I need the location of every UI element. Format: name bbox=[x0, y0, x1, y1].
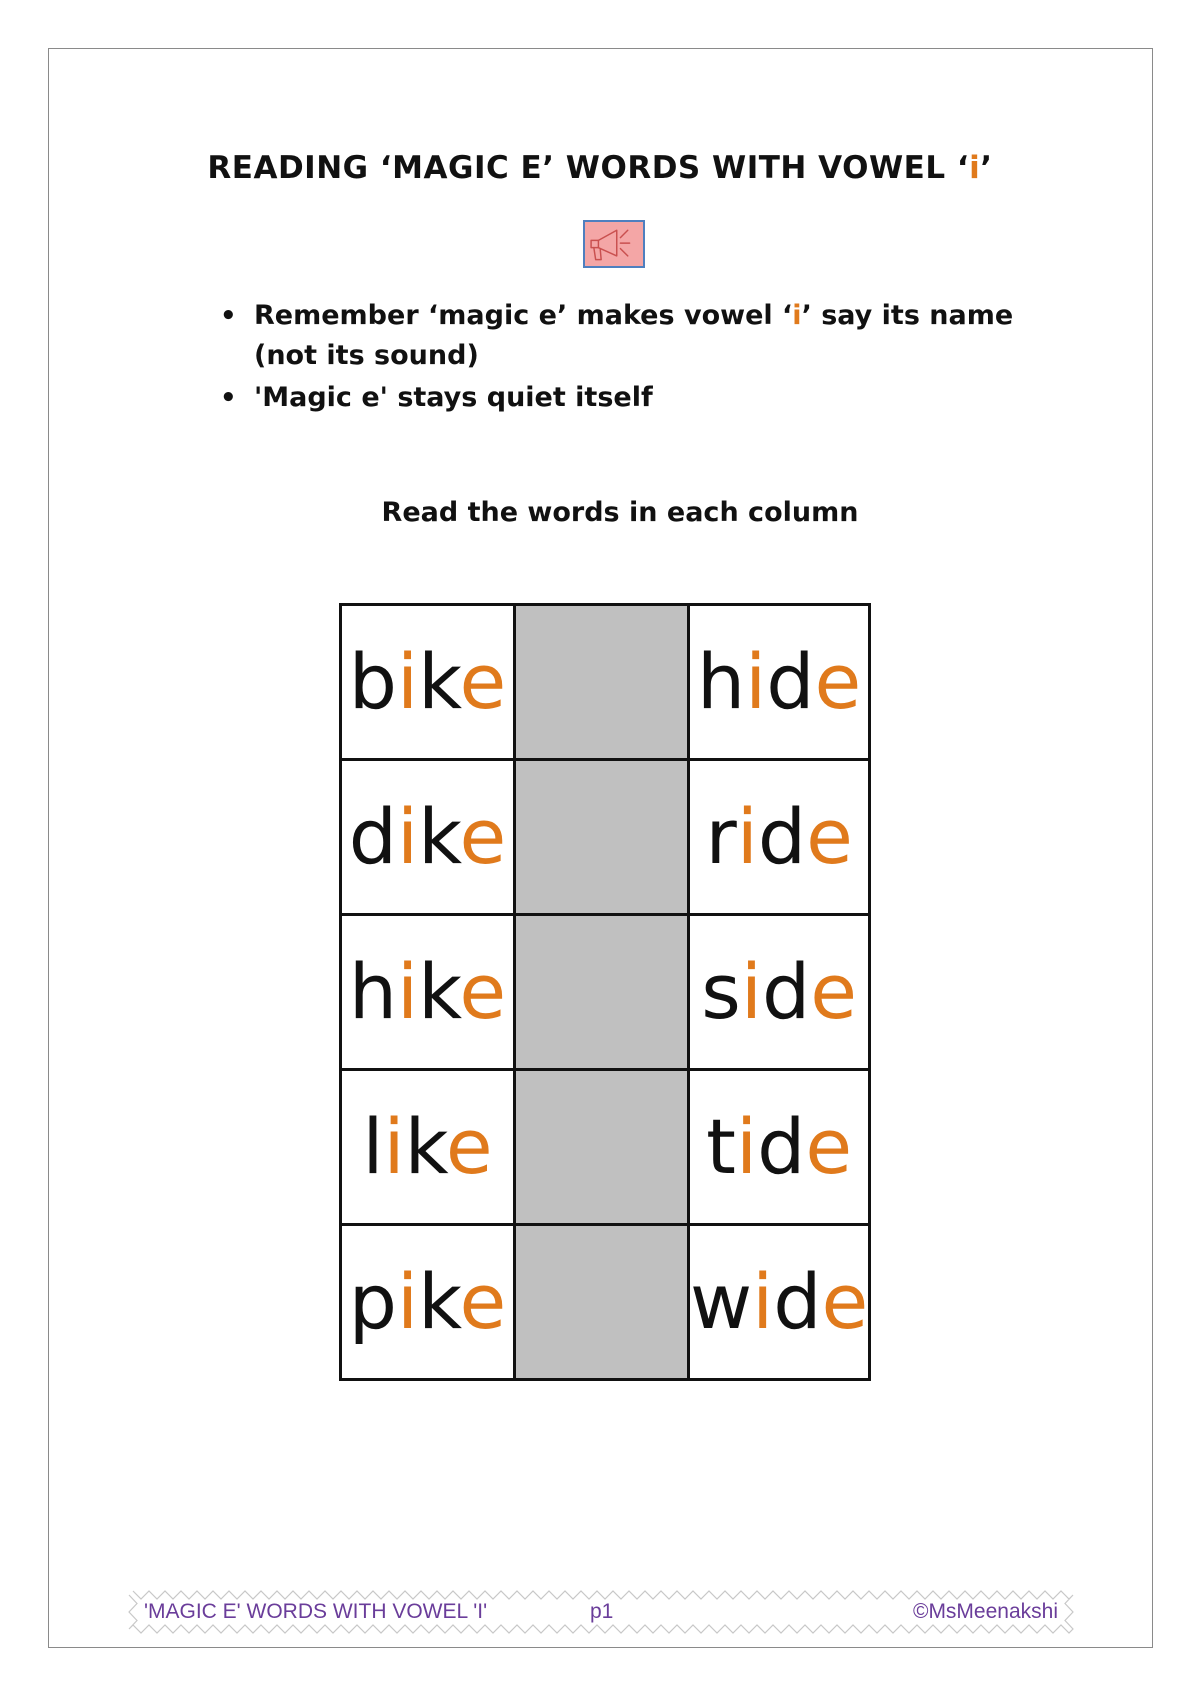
word-part-middle: d bbox=[757, 792, 807, 881]
word-part-vowel: i bbox=[752, 1257, 774, 1346]
word-row bbox=[341, 1225, 870, 1380]
word-part-vowel: i bbox=[740, 947, 763, 1036]
word bbox=[690, 1257, 868, 1346]
word-part-end: e bbox=[821, 1257, 869, 1346]
word-part-start: r bbox=[705, 792, 737, 881]
title-text: READING ‘MAGIC E’ WORDS WITH VOWEL ‘ bbox=[207, 150, 970, 186]
word-cell-left bbox=[341, 915, 515, 1070]
word-part-vowel: i bbox=[397, 637, 419, 726]
word-part-middle: k bbox=[418, 947, 460, 1036]
blank-writing-cell bbox=[515, 1070, 689, 1225]
word-part-middle: d bbox=[766, 637, 815, 726]
blank-writing-cell bbox=[515, 760, 689, 915]
word-part-start: p bbox=[348, 1257, 398, 1346]
footer-title: 'MAGIC E' WORDS WITH VOWEL 'I' bbox=[144, 1600, 488, 1623]
word-cell-left bbox=[341, 605, 515, 760]
bullet-item-remember: • Remember ‘magic e’ makes vowel ‘i’ say its name (not its sound) bbox=[254, 296, 1074, 376]
word-cell-right bbox=[689, 605, 870, 760]
word-cell-right bbox=[689, 1225, 870, 1380]
footer-page-number: p1 bbox=[590, 1600, 614, 1623]
word-part-middle: d bbox=[757, 1102, 806, 1191]
word-part-start: h bbox=[348, 947, 397, 1036]
word-part-middle: d bbox=[773, 1257, 822, 1346]
word-cell-right bbox=[689, 1070, 870, 1225]
word-part-middle: k bbox=[404, 1102, 446, 1191]
worksheet-title bbox=[0, 150, 1200, 186]
word bbox=[349, 792, 506, 881]
word-part-end: e bbox=[459, 947, 507, 1036]
word-part-end: e bbox=[810, 947, 858, 1036]
word-part-middle: k bbox=[418, 637, 460, 726]
word-part-end: e bbox=[459, 1257, 507, 1346]
instruction-bullets bbox=[220, 296, 1074, 420]
word-part-start: d bbox=[348, 792, 398, 881]
word-part-end: e bbox=[445, 1102, 493, 1191]
word-cell-left bbox=[341, 760, 515, 915]
word bbox=[697, 637, 861, 726]
title-end: ’ bbox=[980, 150, 993, 186]
word-part-vowel: i bbox=[745, 637, 767, 726]
word bbox=[349, 947, 506, 1036]
word-part-vowel: i bbox=[735, 1102, 758, 1191]
title-vowel: i bbox=[969, 150, 981, 186]
read-instruction: Read the words in each column bbox=[381, 497, 859, 528]
blank-writing-cell bbox=[515, 605, 689, 760]
word-part-start: t bbox=[706, 1102, 736, 1191]
word-cell-right bbox=[689, 915, 870, 1070]
word-part-end: e bbox=[814, 637, 862, 726]
word bbox=[701, 947, 857, 1036]
word-part-middle: k bbox=[418, 792, 460, 881]
word-table bbox=[339, 603, 871, 1381]
word-row bbox=[341, 760, 870, 915]
page-footer bbox=[128, 1590, 1074, 1634]
word bbox=[349, 1257, 506, 1346]
word bbox=[362, 1102, 492, 1191]
word-cell-left bbox=[341, 1225, 515, 1380]
word-part-middle: k bbox=[418, 1257, 460, 1346]
speaker-megaphone-icon[interactable] bbox=[583, 220, 645, 268]
word-row bbox=[341, 1070, 870, 1225]
word-part-start: h bbox=[697, 637, 746, 726]
word-row bbox=[341, 915, 870, 1070]
word-part-vowel: i bbox=[397, 792, 419, 881]
word bbox=[349, 637, 506, 726]
bullet-vowel: i bbox=[792, 300, 802, 331]
word-part-start: l bbox=[362, 1102, 384, 1191]
word-part-middle: d bbox=[762, 947, 811, 1036]
word bbox=[706, 1102, 852, 1191]
word-part-vowel: i bbox=[736, 792, 758, 881]
footer-copyright: ©MsMeenakshi bbox=[912, 1600, 1058, 1623]
word-part-end: e bbox=[806, 792, 853, 881]
word bbox=[705, 792, 852, 881]
word-part-start: w bbox=[690, 1257, 753, 1346]
bullet-item-quiet: • 'Magic e' stays quiet itself bbox=[254, 378, 1074, 418]
word-cell-right bbox=[689, 760, 870, 915]
word-part-start: s bbox=[701, 947, 741, 1036]
word-part-vowel: i bbox=[396, 947, 419, 1036]
word-part-vowel: i bbox=[383, 1102, 405, 1191]
word-part-end: e bbox=[459, 792, 507, 881]
word-part-vowel: i bbox=[397, 1257, 419, 1346]
word-cell-left bbox=[341, 1070, 515, 1225]
word-part-end: e bbox=[805, 1102, 853, 1191]
blank-writing-cell bbox=[515, 915, 689, 1070]
blank-writing-cell bbox=[515, 1225, 689, 1380]
word-row bbox=[341, 605, 870, 760]
word-part-end: e bbox=[459, 637, 507, 726]
word-part-start: b bbox=[348, 637, 398, 726]
